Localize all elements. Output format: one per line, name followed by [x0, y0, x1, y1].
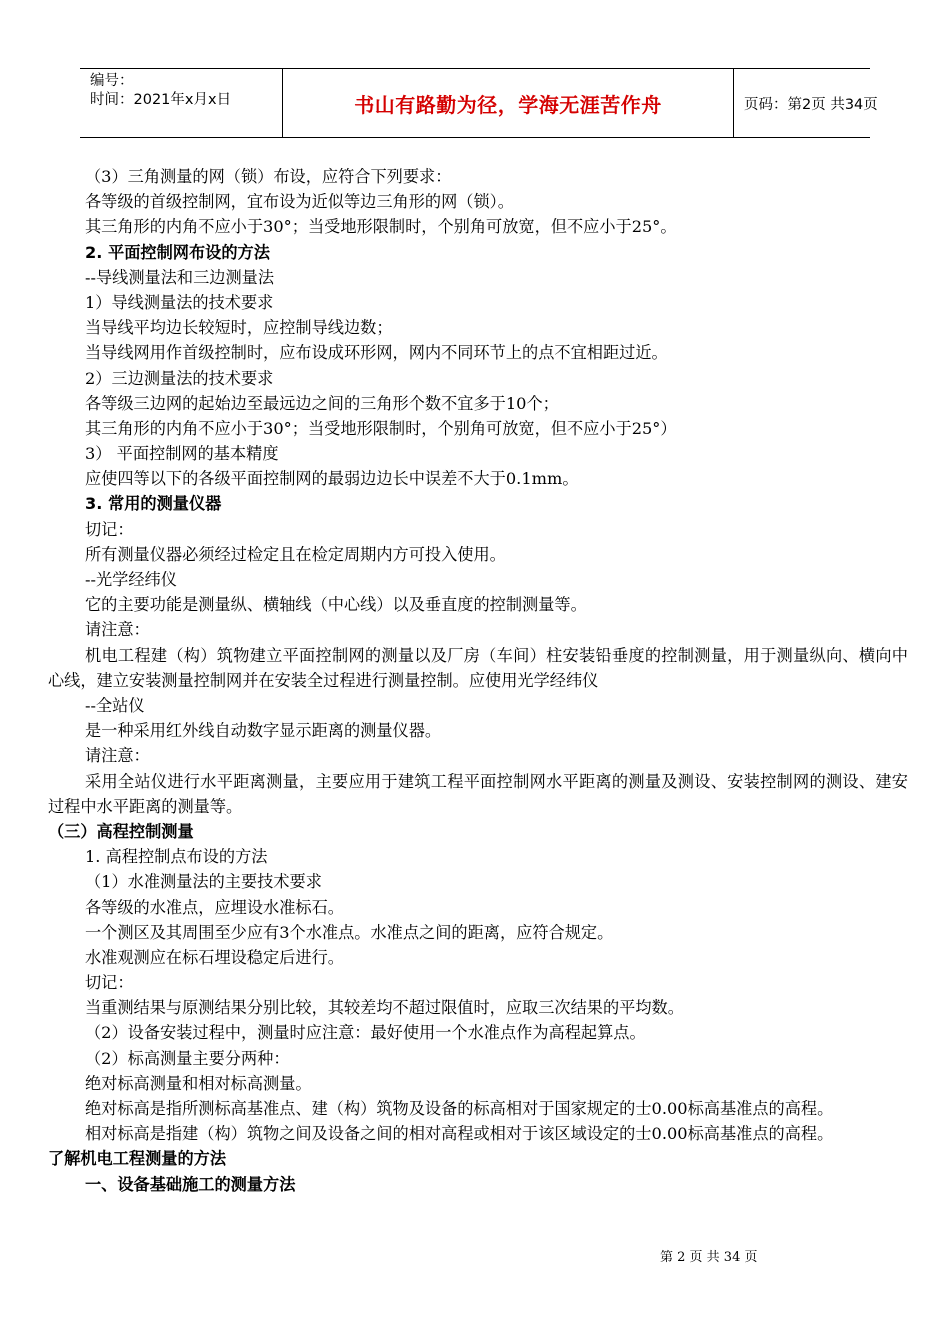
body-paragraph: 相对标高是指建（构）筑物之间及设备之间的相对高程或相对于该区域设定的士0.00标高基准点的高程。: [85, 1124, 834, 1144]
body-line: 其三角形的内角不应小于30°；当受地形限制时，个别角可放宽，但不应小于25°）: [85, 418, 677, 438]
motto-cell: [283, 69, 734, 137]
header-meta-cell: [80, 69, 283, 137]
section-heading: 3. 常用的测量仪器: [85, 494, 222, 514]
body-line: 所有测量仪器必须经过检定且在检定周期内方可投入使用。: [85, 544, 506, 564]
body-line: 当导线网用作首级控制时，应布设成环形网，网内不同环节上的点不宜相距过近。: [85, 343, 668, 363]
body-line: 当导线平均边长较短时，应控制导线边数；: [85, 318, 393, 338]
body-line: 1. 高程控制点布设的方法: [85, 847, 268, 867]
section-heading: （三）高程控制测量: [48, 821, 194, 841]
body-line: 绝对标高测量和相对标高测量。: [85, 1073, 312, 1093]
body-line: --导线测量法和三边测量法: [85, 267, 275, 287]
body-paragraph: 绝对标高是指所测标高基准点、建（构）筑物及设备的标高相对于国家规定的士0.00标高基准点的高程。: [85, 1099, 834, 1118]
body-line: 其三角形的内角不应小于30°；当受地形限制时，个别角可放宽，但不应小于25°。: [85, 217, 677, 237]
body-line: --全站仪: [85, 695, 145, 715]
body-line: 请注意：: [85, 620, 150, 640]
page-footer: 第 2 页 共 34 页: [660, 1250, 758, 1265]
body-line: 各等级的首级控制网，宜布设为近似等边三角形的网（锁）。: [85, 192, 514, 212]
page-header: [80, 68, 878, 138]
body-line: 一个测区及其周围至少应有3个水准点。水准点之间的距离，应符合规定。: [85, 922, 614, 942]
body-line: （3）三角测量的网（锁）布设，应符合下列要求：: [85, 167, 452, 186]
date-label: 时间：2021年x月x日: [90, 92, 232, 108]
body-line: 是一种采用红外线自动数字显示距离的测量仪器。: [85, 721, 442, 741]
body-line: 各等级三边网的起始边至最远边之间的三角形个数不宜多于10个；: [85, 393, 559, 413]
body-line: 请注意：: [85, 746, 150, 766]
body-line: 切记：: [85, 973, 134, 993]
body-line: 它的主要功能是测量纵、横轴线（中心线）以及垂直度的控制测量等。: [85, 595, 587, 615]
body-line: 水准观测应在标石埋设稳定后进行。: [85, 947, 344, 967]
body-paragraph: 采用全站仪进行水平距离测量，主要应用于建筑工程平面控制网水平距离的测量及测设、安装控制网的测设、建安过程中水平距离的测量等。: [48, 771, 908, 816]
section-heading: 了解机电工程测量的方法: [48, 1149, 227, 1169]
motto: 书山有路勤为径，学海无涯苦作舟: [354, 92, 662, 117]
document-body: [48, 164, 908, 1197]
body-line: 应使四等以下的各级平面控制网的最弱边边长中误差不大于0.1mm。: [85, 469, 579, 489]
section-heading: 一、设备基础施工的测量方法: [85, 1174, 296, 1194]
body-line: 各等级的水准点，应埋设水准标石。: [85, 897, 344, 917]
body-line: 3） 平面控制网的基本精度: [85, 444, 279, 464]
number-label: 编号：: [90, 73, 134, 89]
body-line: 1）导线测量法的技术要求: [85, 292, 274, 312]
page-label: 页码：第2页 共34页: [744, 96, 878, 113]
section-heading: 2. 平面控制网布设的方法: [85, 242, 270, 262]
body-line: 切记：: [85, 519, 134, 539]
body-line: 当重测结果与原测结果分别比较，其较差均不超过限值时，应取三次结果的平均数。: [85, 998, 684, 1018]
body-line: （2）设备安装过程中，测量时应注意：最好使用一个水准点作为高程起算点。: [85, 1023, 646, 1043]
body-paragraph: 机电工程建（构）筑物建立平面控制网的测量以及厂房（车间）柱安装铅垂度的控制测量，用于测量纵向、横向中心线，建立安装测量控制网并在安装全过程进行测量控制。应使用光学经纬仪: [48, 645, 908, 690]
body-line: （2）标高测量主要分两种：: [85, 1048, 290, 1068]
body-line: --光学经纬仪: [85, 570, 177, 589]
body-line: 2）三边测量法的技术要求: [85, 368, 274, 388]
page-cell: [734, 69, 878, 137]
body-line: （1）水准测量法的主要技术要求: [85, 872, 322, 892]
